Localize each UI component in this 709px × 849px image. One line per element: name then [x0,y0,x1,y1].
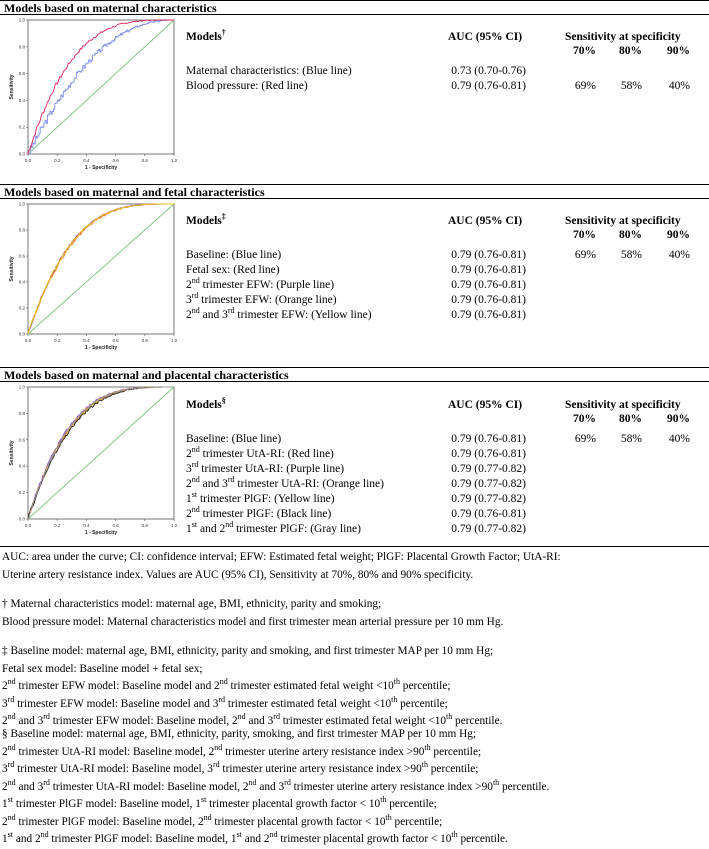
ordinal-suffix: nd [219,677,228,687]
text-run: trimester placental growth factor < 10 [211,815,386,828]
ordinal-suffix: st [200,795,207,805]
text-run: and 3 [15,715,44,727]
text-run: trimester UtA-RI model: Baseline model, 3 [14,763,213,775]
text-run: and 3 [245,715,274,727]
x-tick-label: 0.4 [83,338,90,343]
y-tick-label: 0.6 [18,71,25,77]
ordinal-suffix: nd [237,712,246,722]
section-footnote-line [2,779,702,797]
text-run: trimester estimated fetal weight <10 [227,680,394,692]
y-tick-label: 0.2 [18,490,25,496]
double-dagger-line: Fetal sex model: Baseline model + fetal sex; [2,662,203,675]
model-label: trimester EFW: (Orange line) [198,294,337,306]
y-tick-label: 0.0 [18,151,25,157]
ordinal-suffix: nd [214,742,223,752]
abbreviations-line: AUC: area under the curve; CI: confidence interval; EFW: Estimated fetal weight; PlGF: Placental Growth Factor; UtA-RI: [2,551,561,563]
models-header [186,398,226,413]
specificity-header-row [186,228,706,243]
table-row [186,263,706,278]
sensitivity-header: Sensitivity at specificity [565,399,681,411]
ordinal-suffix: nd [7,812,16,822]
text-run: 3 [2,697,8,710]
model-name [186,507,331,522]
trimester-number: 2 [186,309,192,321]
trimester-number: 3 [186,463,192,475]
y-tick-label: 0.0 [18,331,25,337]
model-label: trimester EFW: (Purple line) [199,279,335,291]
table-header-row [186,398,706,413]
sensitivity-header: Sensitivity at specificity [565,215,681,227]
x-tick-label: 0.8 [141,523,148,528]
text-run: trimester uterine artery resistance index >90 [222,745,425,758]
trimester-number: 1 [186,523,192,535]
trimester-number: and 2 [197,523,226,535]
x-axis-label: 1 - Specificity [84,530,118,536]
text-run: 2 [2,815,8,828]
roc-plot [2,383,180,543]
roc-plot [2,200,180,358]
x-tick-label: 1.0 [170,523,178,528]
ordinal-suffix: rd [218,694,226,704]
model-table [186,30,706,92]
sensitivity-70: 69% [574,249,596,261]
section-header: Models based on maternal and fetal characteristics [0,184,709,199]
ordinal-suffix: th [393,677,400,687]
auc-value: 0.73 (0.70-0.76) [451,65,526,77]
ordinal-suffix: th [451,830,458,840]
ordinal-suffix: nd [191,445,200,455]
text-run: trimester estimated fetal weight <10 [225,697,392,710]
sensitivity-80: 58% [620,80,642,92]
model-label: Maternal characteristics: (Blue line) [186,65,352,77]
ordinal-suffix: rd [7,694,15,704]
table-row [186,278,706,293]
section-footnote-line: § Baseline model: maternal age, BMI, ethnicity, parity, smoking, and first trimester MAP per 10 mm Hg; [2,728,477,740]
double-dagger-line [2,678,702,696]
text-run: percentile; [397,697,448,710]
sensitivity-80: 58% [620,249,642,261]
model-name [186,462,344,477]
specificity-header-row [186,44,706,59]
table-row [186,248,706,263]
auc-value: 0.79 (0.77-0.82) [451,523,526,535]
y-axis-label: Sensitivity [9,74,15,100]
model-label: Baseline: (Blue line) [186,433,282,445]
x-tick-label: 0.6 [112,338,119,343]
x-tick-label: 0.8 [141,158,148,163]
model-table [186,214,706,321]
text-run: trimester estimated fetal weight <10 [279,715,446,727]
text-run: trimester UtA-RI model: Baseline model, 2 [49,780,249,793]
section-footnote-line [2,744,702,762]
specificity-70-header: 70% [573,45,596,57]
ordinal-suffix: th [380,795,387,805]
auc-header: AUC (95% CI) [448,215,523,227]
roc-plot [2,16,180,178]
ordinal-suffix: nd [7,712,16,722]
ordinal-suffix: nd [248,777,257,787]
section-header: Models based on maternal and placental characteristics [0,367,709,382]
table-row [186,522,706,537]
model-name [186,308,372,323]
ordinal-suffix: nd [225,520,234,530]
text-run: percentile. [499,780,550,793]
text-run: 2 [2,680,8,692]
ordinal-suffix: rd [191,291,199,301]
y-tick-label: 1.0 [18,17,25,23]
auc-value: 0.79 (0.77-0.82) [451,478,526,490]
text-run: 1 [2,833,8,845]
text-run: trimester placental growth factor < 10 [206,798,381,810]
section-header: Models based on maternal characteristics [0,0,709,15]
model-label: trimester PlGF: (Yellow line) [197,493,335,505]
specificity-90-header: 90% [667,45,690,57]
ordinal-suffix: nd [191,306,200,316]
abbreviations-line: Uterine artery resistance index. Values are AUC (95% CI), Sensitivity at 70%, 80% and 90% specificity. [2,568,474,581]
section-mark-footnote [2,726,702,849]
trimester-number: 1 [186,493,192,505]
ordinal-suffix: nd [7,677,16,687]
footnote-rule [0,546,709,547]
ordinal-suffix: st [191,520,198,530]
model-label: trimester UtA-RI: (Purple line) [198,463,345,475]
ordinal-suffix: nd [7,777,16,787]
ordinal-suffix: st [191,490,198,500]
text-run: percentile; [399,680,451,692]
x-tick-label: 0.0 [24,523,32,528]
text-run: percentile; [427,763,479,775]
sensitivity-80: 58% [620,433,642,445]
y-tick-label: 0.6 [18,253,25,259]
x-tick-label: 0.0 [24,158,32,163]
auc-value: 0.79 (0.76-0.81) [451,508,526,520]
table-row [186,293,706,308]
model-table [186,398,706,535]
y-tick-label: 0.4 [18,279,25,285]
trimester-number: 2 [186,478,192,490]
auc-value: 0.79 (0.76-0.81) [451,80,526,92]
table-row [186,477,706,492]
specificity-90-header: 90% [667,229,690,241]
specificity-80-header: 80% [619,229,642,241]
double-dagger-footnote [2,643,702,731]
model-name [186,293,337,308]
text-run: trimester PlGF model: Baseline model, 1 [48,833,237,845]
trimester-number: and 3 [199,309,228,321]
model-label: trimester EFW: (Yellow line) [234,309,372,321]
specificity-80-header: 80% [619,45,642,57]
table-row [186,492,706,507]
text-run: 3 [2,763,8,775]
ordinal-suffix: th [385,812,392,822]
table-row [186,432,706,447]
auc-value: 0.79 (0.76-0.81) [451,294,526,306]
sensitivity-70: 69% [574,433,596,445]
x-tick-label: 1.0 [170,158,178,163]
auc-value: 0.79 (0.76-0.81) [451,249,526,261]
trimester-number: 2 [186,508,192,520]
x-tick-label: 0.4 [83,158,90,163]
auc-value: 0.79 (0.76-0.81) [451,309,526,321]
sensitivity-70: 69% [574,80,596,92]
dagger-footnote-line: † Maternal characteristics model: maternal age, BMI, ethnicity, parity and smoking; [2,598,382,610]
ordinal-suffix: rd [227,475,235,485]
x-tick-label: 1.0 [170,338,178,343]
model-label: trimester PlGF: (Black line) [199,508,332,520]
trimester-number: 3 [186,294,192,306]
models-label: Models [186,399,222,411]
model-label: Blood pressure: (Red line) [186,80,308,92]
text-run: 2 [2,745,8,758]
trimester-number: 2 [186,279,192,291]
auc-value: 0.79 (0.77-0.82) [451,493,526,505]
specificity-80-header: 80% [619,413,642,425]
section-footnote-line [2,831,702,849]
model-name [186,522,361,537]
text-run: 1 [2,798,8,810]
ordinal-suffix: nd [7,742,16,752]
model-name [186,492,335,507]
text-run: 2 [2,780,8,793]
model-name [186,263,280,278]
ordinal-suffix: rd [7,760,15,770]
auc-header: AUC (95% CI) [448,399,523,411]
x-tick-label: 0.6 [112,158,119,163]
text-run: trimester EFW model: Baseline model and 2 [15,680,220,692]
specificity-header-row [186,412,706,427]
ordinal-suffix: th [492,777,500,787]
y-tick-label: 0.2 [18,124,25,130]
text-run: trimester EFW model: Baseline model and 3 [14,697,219,710]
ordinal-suffix: nd [40,830,49,840]
y-tick-label: 0.6 [18,437,25,443]
ordinal-suffix: nd [203,812,212,822]
ordinal-suffix: nd [269,830,278,840]
auc-value: 0.79 (0.76-0.81) [451,433,526,445]
text-run: percentile; [430,745,482,758]
ordinal-suffix: rd [227,306,235,316]
models-header [186,214,226,229]
auc-value: 0.79 (0.77-0.82) [451,463,526,475]
model-name [186,278,334,293]
table-row [186,447,706,462]
model-name [186,64,352,79]
trimester-number: 2 [186,448,192,460]
ordinal-suffix: nd [191,475,200,485]
y-axis-label: Sensitivity [9,256,15,282]
y-tick-label: 0.0 [18,516,25,522]
models-label: Models [186,215,222,227]
table-row [186,79,706,94]
specificity-90-header: 90% [667,413,690,425]
double-dagger-line [2,696,702,714]
text-run: percentile. [452,715,503,727]
table-header-row [186,30,706,45]
table-row [186,308,706,323]
model-name [186,477,384,492]
auc-value: 0.79 (0.76-0.81) [451,264,526,276]
auc-header: AUC (95% CI) [448,31,523,43]
ordinal-suffix: rd [212,760,220,770]
footnote-mark: § [221,396,226,406]
x-axis-label: 1 - Specificity [84,345,118,351]
double-dagger-line: ‡ Baseline model: maternal age, BMI, ethnicity, parity and smoking, and first trimester MAP per 10 mm Hg; [2,645,494,657]
models-label: Models [186,31,222,43]
table-row [186,507,706,522]
x-tick-label: 0.2 [54,523,61,528]
text-run: trimester placental growth factor < 10 [277,833,452,845]
ordinal-suffix: rd [43,777,50,787]
x-tick-label: 0.2 [54,338,61,343]
model-label: Baseline: (Blue line) [186,249,282,261]
models-header [186,30,226,45]
x-tick-label: 0.4 [83,523,90,528]
text-run: and 3 [256,780,285,793]
section-footnote-line [2,796,702,814]
section-footnote-line [2,814,702,832]
text-run: trimester PlGF model: Baseline model, 2 [15,815,204,828]
y-tick-label: 0.2 [18,305,25,311]
text-run: and 2 [241,833,270,845]
ordinal-suffix: rd [273,712,280,722]
table-row [186,462,706,477]
text-run: trimester PlGF model: Baseline model, 1 [13,798,201,810]
auc-value: 0.79 (0.76-0.81) [451,448,526,460]
table-row [186,64,706,79]
x-tick-label: 0.0 [24,338,32,343]
model-name [186,432,281,447]
specificity-70-header: 70% [573,229,596,241]
model-name [186,447,334,462]
ordinal-suffix: st [7,830,13,840]
text-run: percentile; [386,798,437,810]
y-tick-label: 1.0 [18,201,25,207]
model-label: Fetal sex: (Red line) [186,264,280,276]
sensitivity-90: 40% [668,249,690,261]
specificity-70-header: 70% [573,413,596,425]
trimester-number: and 3 [199,478,228,490]
text-run: 2 [2,715,8,727]
x-tick-label: 0.6 [112,523,119,528]
model-label: trimester PlGF: (Gray line) [233,523,361,535]
model-name [186,248,281,263]
section-footnote-line [2,761,702,779]
ordinal-suffix: th [424,742,431,752]
ordinal-suffix: th [391,694,398,704]
text-run: trimester uterine artery resistance index >90 [290,780,493,793]
sensitivity-header: Sensitivity at specificity [565,31,681,43]
ordinal-suffix: th [421,760,428,770]
y-axis-label: Sensitivity [9,440,15,466]
y-tick-label: 0.8 [18,227,25,233]
text-run: trimester EFW model: Baseline model, 2 [49,715,238,727]
ordinal-suffix: st [7,795,13,805]
footnote-mark: ‡ [221,212,226,222]
footnote-mark: † [221,28,226,38]
y-tick-label: 0.4 [18,463,25,469]
ordinal-suffix: nd [191,505,200,515]
ordinal-suffix: st [236,830,242,840]
text-run: trimester UtA-RI model: Baseline model, 2 [15,745,215,758]
dagger-footnote [2,596,702,631]
ordinal-suffix: rd [43,712,50,722]
model-name [186,79,308,94]
y-tick-label: 0.4 [18,97,25,103]
x-axis-label: 1 - Specificity [84,165,118,171]
ordinal-suffix: rd [191,460,199,470]
text-run: percentile. [457,833,508,845]
y-tick-label: 1.0 [18,384,25,390]
ordinal-suffix: nd [191,276,200,286]
dagger-footnote-line: Blood pressure model: Maternal characteristics model and first trimester mean arterial pressure per 10 mm Hg. [2,615,504,628]
text-run: and 2 [13,833,41,845]
abbreviations-footnote [2,549,702,584]
y-tick-label: 0.8 [18,44,25,50]
text-run: trimester uterine artery resistance index >90 [219,763,422,775]
sensitivity-90: 40% [668,433,690,445]
y-tick-label: 0.8 [18,410,25,416]
auc-value: 0.79 (0.76-0.81) [451,279,526,291]
text-run: percentile; [391,815,443,828]
x-tick-label: 0.8 [141,338,148,343]
model-label: trimester UtA-RI: (Orange line) [234,478,384,490]
sensitivity-90: 40% [668,80,690,92]
model-label: trimester UtA-RI: (Red line) [199,448,334,460]
table-header-row [186,214,706,229]
x-tick-label: 0.2 [54,158,61,163]
ordinal-suffix: rd [284,777,291,787]
text-run: and 3 [15,780,44,793]
ordinal-suffix: th [446,712,453,722]
